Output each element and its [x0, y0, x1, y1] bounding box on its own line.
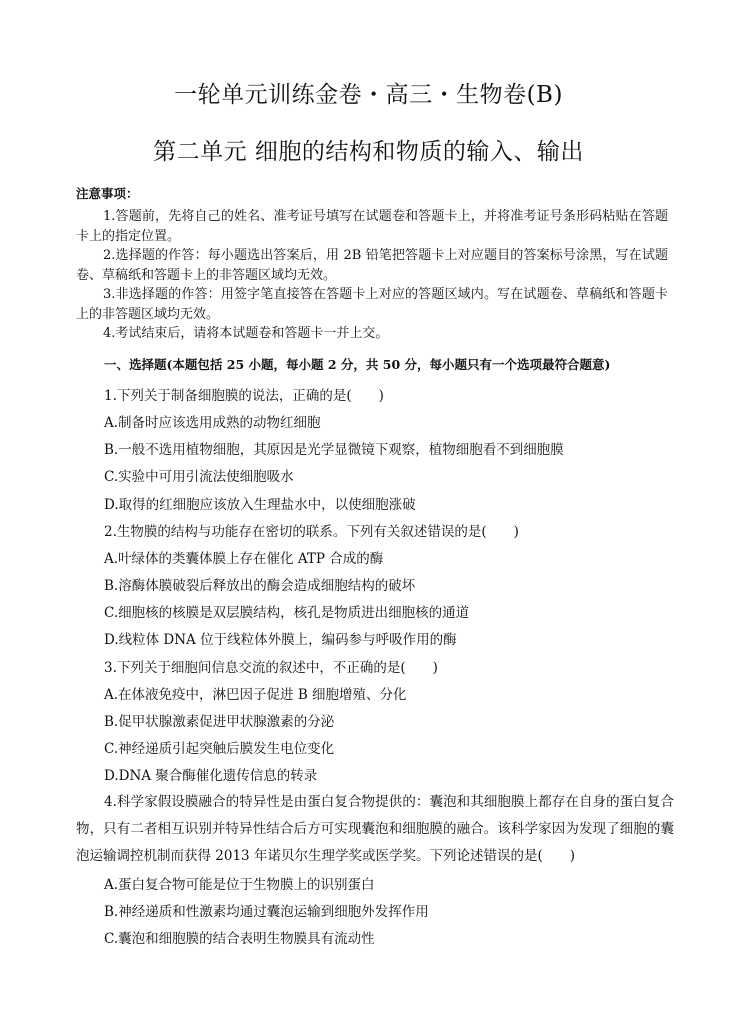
- question-1-stem: 1.下列关于制备细胞膜的说法，正确的是( ): [104, 388, 384, 404]
- question-1-option-d: D.取得的红细胞应该放入生理盐水中，以使细胞涨破: [104, 497, 416, 513]
- notice-item: 4.考试结束后，请将本试题卷和答题卡一并上交。: [103, 326, 389, 341]
- notice-item: 3.非选择题的作答：用签字笔直接答在答题卡上对应的答题区域内。写在试题卷、草稿纸和答题卡上的非答题区域均无效。: [76, 287, 668, 322]
- question-2-option-c: C.细胞核的核膜是双层膜结构，核孔是物质进出细胞核的通道: [104, 605, 470, 621]
- question-2-stem: 2.生物膜的结构与功能存在密切的联系。下列有关叙述错误的是( ): [104, 524, 519, 540]
- question-2-option-b: B.溶酶体膜破裂后释放出的酶会造成细胞结构的破坏: [104, 578, 416, 594]
- question-4-option-b: B.神经递质和性激素均通过囊泡运输到细胞外发挥作用: [104, 904, 429, 920]
- question-3-stem: 3.下列关于细胞间信息交流的叙述中，不正确的是( ): [104, 660, 438, 676]
- question-3-option-a: A.在体液免疫中，淋巴因子促进 B 细胞增殖、分化: [104, 687, 407, 703]
- question-4-option-a: A.蛋白复合物可能是位于生物膜上的识别蛋白: [104, 877, 375, 893]
- section-heading: 一、选择题(本题包括 25 小题，每小题 2 分，共 50 分，每小题只有一个选项最符合题意): [104, 357, 611, 372]
- question-2-option-a: A.叶绿体的类囊体膜上存在催化 ATP 合成的酶: [104, 551, 384, 567]
- notice-list: [76, 207, 668, 344]
- question-4-option-c: C.囊泡和细胞膜的结合表明生物膜具有流动性: [104, 931, 375, 947]
- question-1-option-b: B.一般不选用植物细胞，其原因是光学显微镜下观察，植物细胞看不到细胞膜: [104, 442, 564, 458]
- notice-heading: 注意事项：: [76, 186, 139, 201]
- question-1-option-a: A.制备时应该选用成熟的动物红细胞: [104, 415, 321, 431]
- question-4-stem-block: [76, 789, 674, 870]
- question-1-option-c: C.实验中可用引流法使细胞吸水: [104, 469, 294, 485]
- question-3-option-b: B.促甲状腺激素促进甲状腺激素的分泌: [104, 714, 335, 730]
- page-title: 一轮单元训练金卷・高三・生物卷(B): [174, 82, 563, 108]
- notice-item: 1.答题前，先将自己的姓名、准考证号填写在试题卷和答题卡上，并将准考证号条形码粘贴在答题卡上的指定位置。: [76, 209, 668, 244]
- notice-item: 2.选择题的作答：每小题选出答案后，用 2B 铅笔把答题卡上对应题目的答案标号涂黑，写在试题卷、草稿纸和答题卡上的非答题区域均无效。: [76, 248, 668, 283]
- question-3-option-c: C.神经递质引起突触后膜发生电位变化: [104, 741, 335, 757]
- page-subtitle: 第二单元 细胞的结构和物质的输入、输出: [153, 139, 584, 165]
- question-3-option-d: D.DNA 聚合酶催化遗传信息的转录: [104, 768, 318, 784]
- question-4-stem: 4.科学家假设膜融合的特异性是由蛋白复合物提供的：囊泡和其细胞膜上都存在自身的蛋白复合物，只有二者相互识别并特异性结合后方可实现囊泡和细胞膜的融合。该科学家因为发现了细胞的囊泡运输调控机制而获得 2013 年诺贝尔生理学奖或医学奖。下列论述错误的是( ): [76, 794, 674, 864]
- question-2-option-d: D.线粒体 DNA 位于线粒体外膜上，编码参与呼吸作用的酶: [104, 632, 457, 648]
